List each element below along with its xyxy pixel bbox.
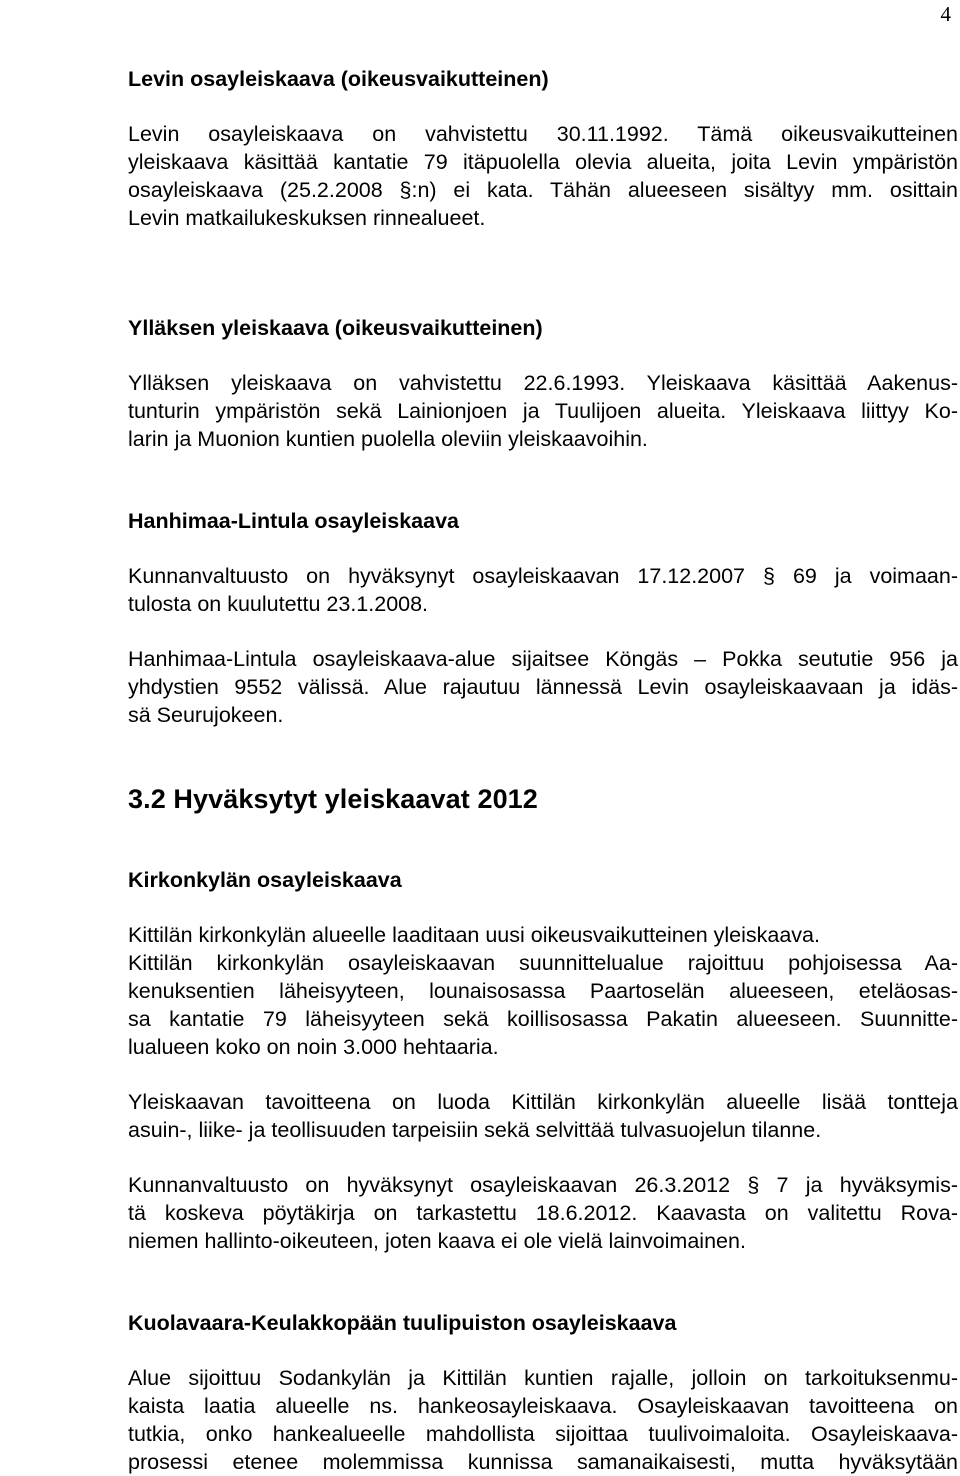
text-line: Yleiskaavan tavoitteena on luoda Kittilän kirkonkylän alueelle lisää tontteja bbox=[128, 1090, 958, 1114]
paragraph-kuolavaara bbox=[128, 1364, 958, 1476]
section-heading-kirkonkyla: Kirkonkylän osayleiskaava bbox=[128, 868, 402, 892]
paragraph-hanhimaa-2 bbox=[128, 645, 958, 729]
paragraph-kirkonkyla-3 bbox=[128, 1171, 958, 1255]
section-heading-kuolavaara: Kuolavaara-Keulakkopään tuulipuiston osayleiskaava bbox=[128, 1311, 677, 1335]
chapter-heading: 3.2 Hyväksytyt yleiskaavat 2012 bbox=[128, 784, 538, 814]
text-line: sa kantatie 79 läheisyyteen sekä koillisosassa Pakatin alueeseen. Suunnitte- bbox=[128, 1007, 958, 1031]
text-line: niemen hallinto-oikeuteen, joten kaava ei ole vielä lainvoimainen. bbox=[128, 1229, 746, 1253]
paragraph-levin bbox=[128, 120, 958, 232]
paragraph-kirkonkyla-2 bbox=[128, 1088, 958, 1144]
text-line: Hanhimaa-Lintula osayleiskaava-alue sijaitsee Köngäs – Pokka seututie 956 ja bbox=[128, 647, 958, 671]
text-line: Kunnanvaltuusto on hyväksynyt osayleiskaavan 17.12.2007 § 69 ja voimaan- bbox=[128, 564, 958, 588]
text-line: yhdystien 9552 välissä. Alue rajautuu lännessä Levin osayleiskaavaan ja idäs- bbox=[128, 675, 958, 699]
text-line: Kittilän kirkonkylän alueelle laaditaan uusi oikeusvaikutteinen yleiskaava. bbox=[128, 923, 820, 947]
page-number: 4 bbox=[940, 2, 951, 26]
paragraph-yllas bbox=[128, 369, 958, 453]
text-line: kenuksentien läheisyyteen, lounaisosassa Paartoselän alueeseen, eteläosas- bbox=[128, 979, 958, 1003]
text-line: kaista laatia alueelle ns. hankeosayleiskaava. Osayleiskaavan tavoitteena on bbox=[128, 1394, 958, 1418]
text-line: Kittilän kirkonkylän osayleiskaavan suunnittelualue rajoittuu pohjoisessa Aa- bbox=[128, 951, 958, 975]
section-heading-yllas: Ylläksen yleiskaava (oikeusvaikutteinen) bbox=[128, 316, 543, 340]
text-line: tulosta on kuulutettu 23.1.2008. bbox=[128, 592, 429, 616]
text-line: lualueen koko on noin 3.000 hehtaaria. bbox=[128, 1035, 499, 1059]
text-line: asuin-, liike- ja teollisuuden tarpeisiin sekä selvittää tulvasuojelun tilanne. bbox=[128, 1118, 822, 1142]
text-line: Levin matkailukeskuksen rinnealueet. bbox=[128, 206, 486, 230]
section-heading-levin: Levin osayleiskaava (oikeusvaikutteinen) bbox=[128, 67, 549, 91]
section-heading-hanhimaa: Hanhimaa-Lintula osayleiskaava bbox=[128, 509, 460, 533]
text-line: larin ja Muonion kuntien puolella oleviin yleiskaavoihin. bbox=[128, 427, 648, 451]
text-line: sä Seurujokeen. bbox=[128, 703, 284, 727]
text-line: Kunnanvaltuusto on hyväksynyt osayleiskaavan 26.3.2012 § 7 ja hyväksymis- bbox=[128, 1173, 958, 1197]
text-line: Alue sijoittuu Sodankylän ja Kittilän kuntien rajalle, jolloin on tarkoituksenmu- bbox=[128, 1366, 958, 1390]
text-line: tutkia, onko hankealueelle mahdollista sijoittaa tuulivoimaloita. Osayleiskaava- bbox=[128, 1422, 958, 1446]
paragraph-hanhimaa-1 bbox=[128, 562, 958, 618]
text-line: tunturin ympäristön sekä Lainionjoen ja Tuulijoen alueita. Yleiskaava liittyy Ko- bbox=[128, 399, 958, 423]
paragraph-kirkonkyla-1 bbox=[128, 921, 958, 1061]
text-line: osayleiskaava (25.2.2008 §:n) ei kata. Tähän alueeseen sisältyy mm. osittain bbox=[128, 178, 958, 202]
text-line: tä koskeva pöytäkirja on tarkastettu 18.6.2012. Kaavasta on valitettu Rova- bbox=[128, 1201, 958, 1225]
text-line: yleiskaava käsittää kantatie 79 itäpuolella olevia alueita, joita Levin ympäristön bbox=[128, 150, 958, 174]
document-body bbox=[128, 65, 958, 1476]
text-line: Levin osayleiskaava on vahvistettu 30.11.1992. Tämä oikeusvaikutteinen bbox=[128, 122, 958, 146]
text-line: Ylläksen yleiskaava on vahvistettu 22.6.1993. Yleiskaava käsittää Aakenus- bbox=[128, 371, 958, 395]
text-line: prosessi etenee molemmissa kunnissa samanaikaisesti, mutta hyväksytään bbox=[128, 1450, 958, 1474]
